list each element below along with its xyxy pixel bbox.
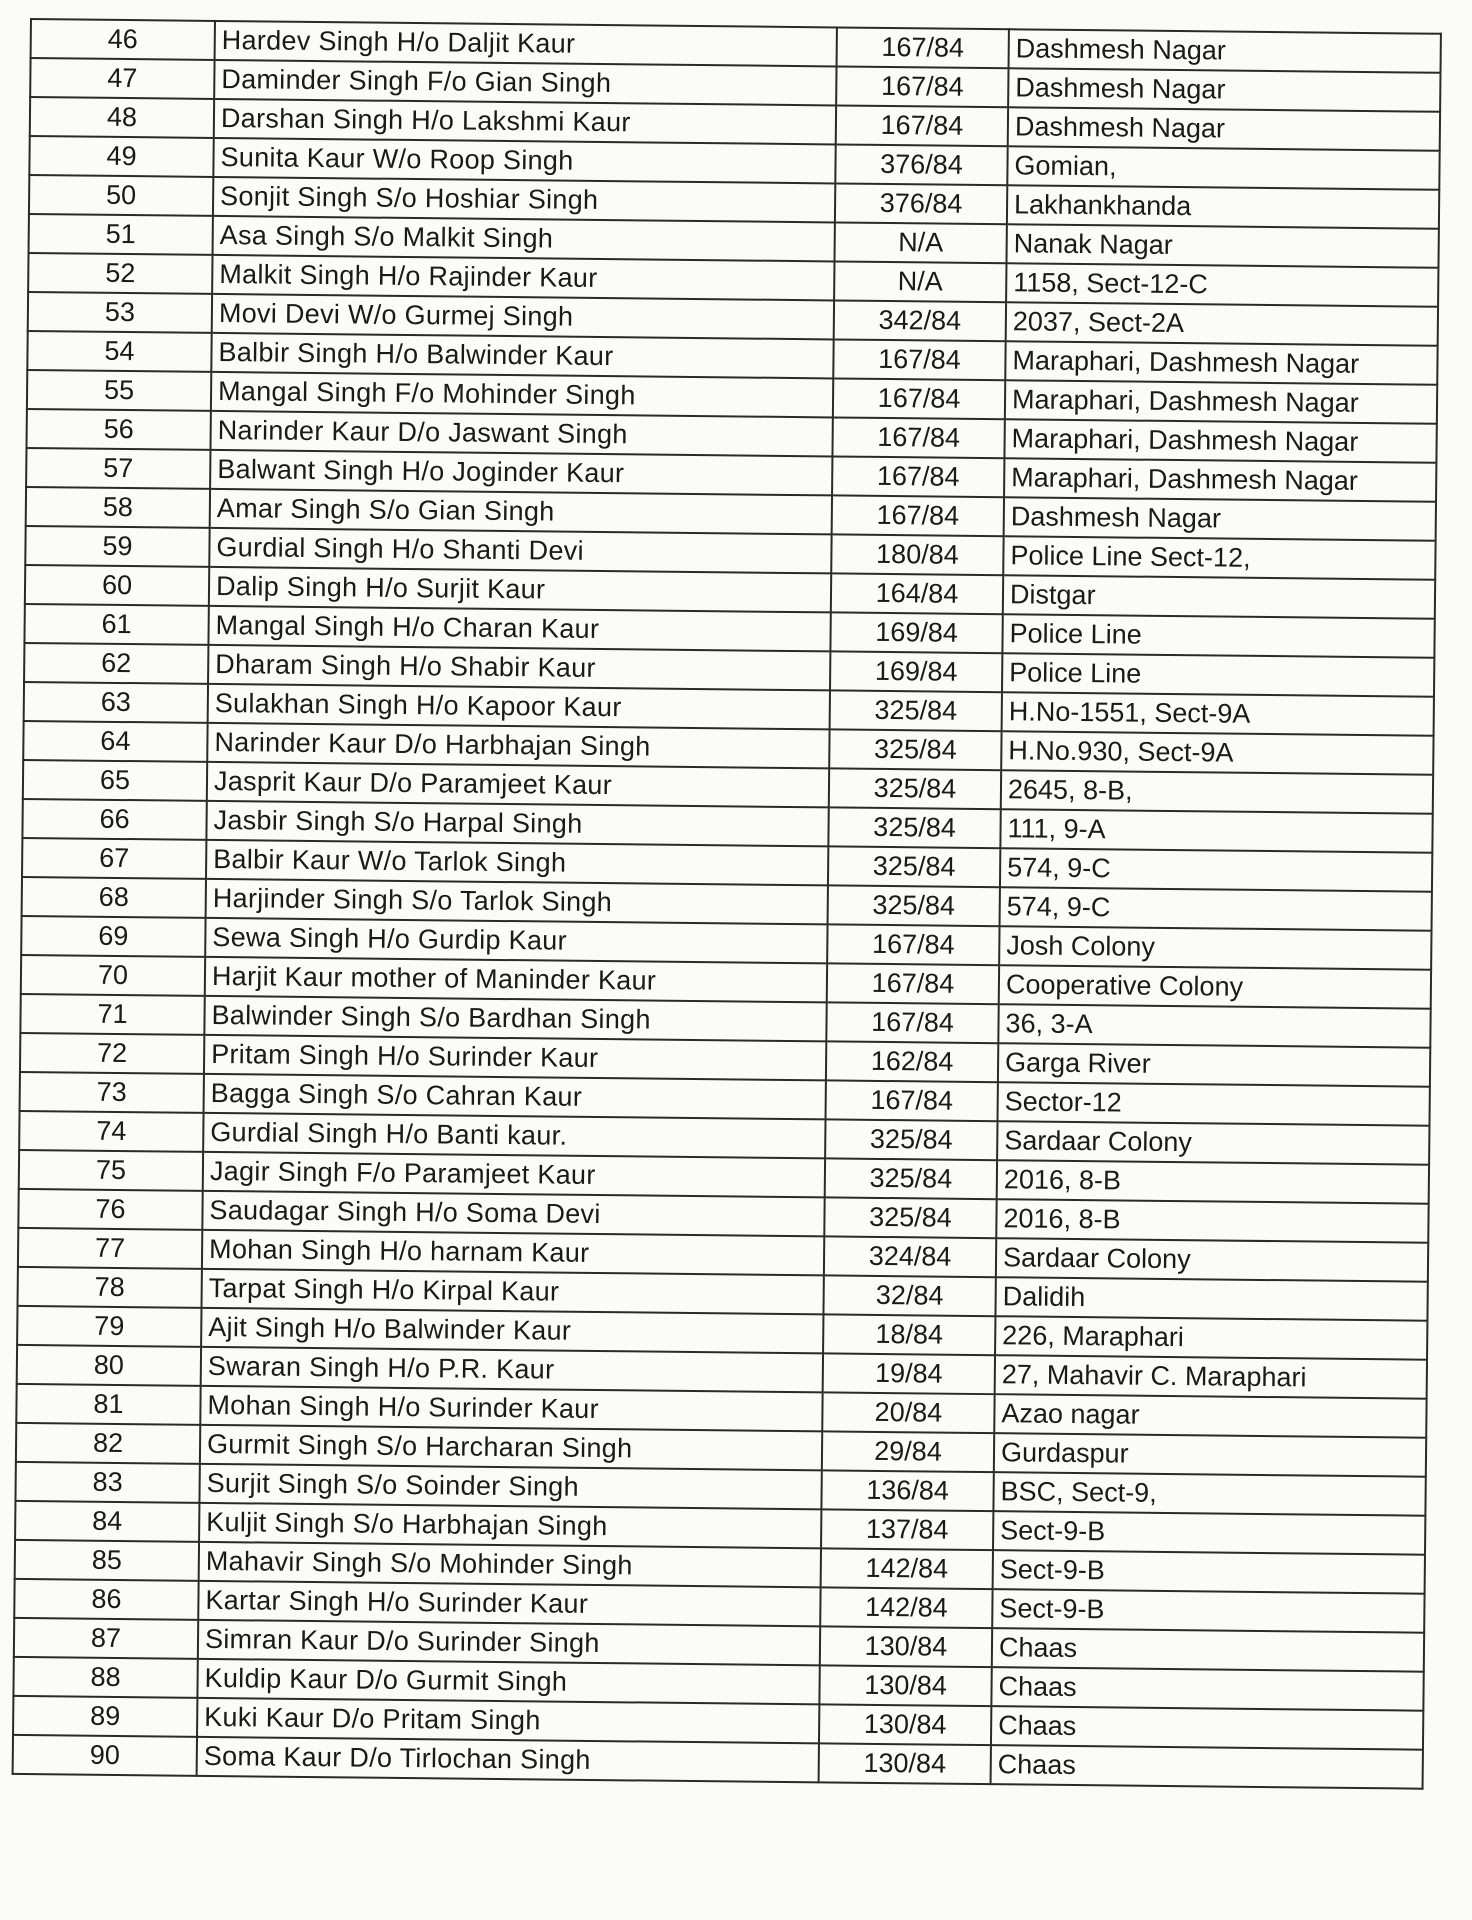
case-number-cell: 376/84 bbox=[835, 144, 1007, 185]
case-number-cell: 167/84 bbox=[827, 924, 999, 965]
name-cell: Gurdial Singh H/o Banti kaur. bbox=[203, 1113, 825, 1159]
name-cell: Soma Kaur D/o Tirlochan Singh bbox=[197, 1737, 819, 1783]
address-cell: Dashmesh Nagar bbox=[1008, 68, 1440, 112]
address-cell: Sect-9-B bbox=[992, 1589, 1424, 1633]
serial-number-cell: 50 bbox=[29, 175, 213, 216]
address-cell: Sardaar Colony bbox=[997, 1121, 1429, 1165]
serial-number-cell: 56 bbox=[26, 409, 210, 450]
address-cell: Nanak Nagar bbox=[1006, 224, 1438, 268]
address-cell: Sect-9-B bbox=[993, 1511, 1425, 1555]
serial-number-cell: 47 bbox=[30, 58, 214, 99]
case-number-cell: 169/84 bbox=[830, 651, 1002, 692]
case-number-cell: 130/84 bbox=[819, 1704, 991, 1745]
name-cell: Harjit Kaur mother of Maninder Kaur bbox=[205, 957, 827, 1003]
address-cell: Dashmesh Nagar bbox=[1004, 497, 1436, 541]
case-number-cell: 325/84 bbox=[828, 885, 1000, 926]
address-cell: Lakhankhanda bbox=[1007, 185, 1439, 229]
serial-number-cell: 66 bbox=[22, 799, 206, 840]
serial-number-cell: 48 bbox=[30, 97, 214, 138]
name-cell: Jagir Singh F/o Paramjeet Kaur bbox=[203, 1152, 825, 1198]
serial-number-cell: 54 bbox=[27, 331, 211, 372]
serial-number-cell: 75 bbox=[19, 1150, 203, 1191]
case-number-cell: 180/84 bbox=[831, 534, 1003, 575]
name-cell: Balbir Kaur W/o Tarlok Singh bbox=[206, 840, 828, 886]
case-number-cell: 167/84 bbox=[826, 1080, 998, 1121]
name-cell: Bagga Singh S/o Cahran Kaur bbox=[204, 1074, 826, 1120]
serial-number-cell: 62 bbox=[24, 643, 208, 684]
name-cell: Kuki Kaur D/o Pritam Singh bbox=[197, 1698, 819, 1744]
name-cell: Sonjit Singh S/o Hoshiar Singh bbox=[213, 177, 835, 223]
serial-number-cell: 61 bbox=[24, 604, 208, 645]
name-cell: Balbir Singh H/o Balwinder Kaur bbox=[211, 333, 833, 379]
name-cell: Swaran Singh H/o P.R. Kaur bbox=[201, 1347, 823, 1393]
name-cell: Jasbir Singh S/o Harpal Singh bbox=[206, 801, 828, 847]
serial-number-cell: 46 bbox=[31, 19, 215, 60]
case-number-cell: N/A bbox=[834, 261, 1006, 302]
case-number-cell: 167/84 bbox=[833, 378, 1005, 419]
case-number-cell: 325/84 bbox=[828, 807, 1000, 848]
case-number-cell: 167/84 bbox=[833, 339, 1005, 380]
serial-number-cell: 65 bbox=[23, 760, 207, 801]
serial-number-cell: 90 bbox=[13, 1735, 197, 1776]
serial-number-cell: 85 bbox=[15, 1540, 199, 1581]
case-number-cell: 325/84 bbox=[825, 1119, 997, 1160]
name-cell: Pritam Singh H/o Surinder Kaur bbox=[204, 1035, 826, 1081]
address-cell: Gomian, bbox=[1007, 146, 1439, 190]
serial-number-cell: 74 bbox=[19, 1111, 203, 1152]
address-cell: Chaas bbox=[992, 1628, 1424, 1672]
name-cell: Movi Devi W/o Gurmej Singh bbox=[212, 294, 834, 340]
case-number-cell: 142/84 bbox=[820, 1587, 992, 1628]
case-number-cell: 32/84 bbox=[823, 1275, 995, 1316]
name-cell: Daminder Singh F/o Gian Singh bbox=[214, 60, 836, 106]
address-cell: Police Line bbox=[1002, 653, 1434, 697]
address-cell: Dalidih bbox=[995, 1277, 1427, 1321]
serial-number-cell: 57 bbox=[26, 448, 210, 489]
address-cell: 2016, 8-B bbox=[996, 1199, 1428, 1243]
address-cell: Gurdaspur bbox=[994, 1433, 1426, 1477]
address-cell: 574, 9-C bbox=[1000, 848, 1432, 892]
address-cell: Cooperative Colony bbox=[999, 965, 1431, 1009]
case-number-cell: 167/84 bbox=[836, 66, 1008, 107]
serial-number-cell: 77 bbox=[18, 1228, 202, 1269]
case-number-cell: 19/84 bbox=[823, 1353, 995, 1394]
address-cell: H.No-1551, Sect-9A bbox=[1002, 692, 1434, 736]
case-number-cell: 142/84 bbox=[821, 1548, 993, 1589]
address-cell: Distgar bbox=[1003, 575, 1435, 619]
address-cell: 1158, Sect-12-C bbox=[1006, 263, 1438, 307]
serial-number-cell: 55 bbox=[27, 370, 211, 411]
address-cell: Chaas bbox=[991, 1667, 1423, 1711]
serial-number-cell: 73 bbox=[20, 1072, 204, 1113]
serial-number-cell: 69 bbox=[21, 916, 205, 957]
address-cell: Sect-9-B bbox=[993, 1550, 1425, 1594]
name-cell: Jasprit Kaur D/o Paramjeet Kaur bbox=[207, 762, 829, 808]
case-number-cell: 325/84 bbox=[829, 768, 1001, 809]
name-cell: Dalip Singh H/o Surjit Kaur bbox=[209, 567, 831, 613]
serial-number-cell: 88 bbox=[13, 1657, 197, 1698]
address-cell: Dashmesh Nagar bbox=[1008, 107, 1440, 151]
name-cell: Sewa Singh H/o Gurdip Kaur bbox=[205, 918, 827, 964]
case-number-cell: 167/84 bbox=[832, 495, 1004, 536]
address-cell: Sector-12 bbox=[998, 1082, 1430, 1126]
case-number-cell: 376/84 bbox=[835, 183, 1007, 224]
serial-number-cell: 51 bbox=[29, 214, 213, 255]
serial-number-cell: 71 bbox=[20, 994, 204, 1035]
serial-number-cell: 89 bbox=[13, 1696, 197, 1737]
case-number-cell: 167/84 bbox=[836, 105, 1008, 146]
serial-number-cell: 78 bbox=[18, 1267, 202, 1308]
address-cell: 36, 3-A bbox=[998, 1004, 1430, 1048]
address-cell: 2037, Sect-2A bbox=[1006, 302, 1438, 346]
address-cell: Maraphari, Dashmesh Nagar bbox=[1005, 341, 1437, 385]
table-body bbox=[13, 19, 1441, 1789]
name-cell: Sunita Kaur W/o Roop Singh bbox=[213, 138, 835, 184]
case-number-cell: 325/84 bbox=[825, 1158, 997, 1199]
serial-number-cell: 87 bbox=[14, 1618, 198, 1659]
name-cell: Kartar Singh H/o Surinder Kaur bbox=[198, 1581, 820, 1627]
serial-number-cell: 81 bbox=[16, 1384, 200, 1425]
name-cell: Gurdial Singh H/o Shanti Devi bbox=[209, 528, 831, 574]
case-number-cell: 169/84 bbox=[830, 612, 1002, 653]
name-cell: Narinder Kaur D/o Jaswant Singh bbox=[210, 411, 832, 457]
case-number-cell: 18/84 bbox=[823, 1314, 995, 1355]
serial-number-cell: 83 bbox=[15, 1462, 199, 1503]
case-number-cell: 167/84 bbox=[826, 1002, 998, 1043]
serial-number-cell: 86 bbox=[14, 1579, 198, 1620]
name-cell: Gurmit Singh S/o Harcharan Singh bbox=[200, 1425, 822, 1471]
name-cell: Simran Kaur D/o Surinder Singh bbox=[198, 1620, 820, 1666]
name-cell: Sulakhan Singh H/o Kapoor Kaur bbox=[208, 684, 830, 730]
address-cell: 574, 9-C bbox=[1000, 887, 1432, 931]
case-number-cell: 136/84 bbox=[821, 1470, 993, 1511]
address-cell: Police Line bbox=[1002, 614, 1434, 658]
serial-number-cell: 72 bbox=[20, 1033, 204, 1074]
case-number-cell: 342/84 bbox=[834, 300, 1006, 341]
name-cell: Saudagar Singh H/o Soma Devi bbox=[202, 1191, 824, 1237]
serial-number-cell: 79 bbox=[17, 1306, 201, 1347]
address-cell: Chaas bbox=[991, 1745, 1423, 1789]
address-cell: Police Line Sect-12, bbox=[1003, 536, 1435, 580]
serial-number-cell: 58 bbox=[26, 487, 210, 528]
serial-number-cell: 84 bbox=[15, 1501, 199, 1542]
address-cell: 2016, 8-B bbox=[997, 1160, 1429, 1204]
address-cell: Dashmesh Nagar bbox=[1009, 29, 1441, 73]
address-cell: BSC, Sect-9, bbox=[993, 1472, 1425, 1516]
serial-number-cell: 76 bbox=[18, 1189, 202, 1230]
name-cell: Balwinder Singh S/o Bardhan Singh bbox=[204, 996, 826, 1042]
name-cell: Ajit Singh H/o Balwinder Kaur bbox=[201, 1308, 823, 1354]
serial-number-cell: 82 bbox=[16, 1423, 200, 1464]
case-number-cell: 162/84 bbox=[826, 1041, 998, 1082]
case-number-cell: 20/84 bbox=[822, 1392, 994, 1433]
address-cell: Chaas bbox=[991, 1706, 1423, 1750]
name-cell: Darshan Singh H/o Lakshmi Kaur bbox=[214, 99, 836, 145]
name-cell: Amar Singh S/o Gian Singh bbox=[210, 489, 832, 535]
serial-number-cell: 70 bbox=[21, 955, 205, 996]
address-cell: H.No.930, Sect-9A bbox=[1001, 731, 1433, 775]
address-cell: Sardaar Colony bbox=[996, 1238, 1428, 1282]
address-cell: Garga River bbox=[998, 1043, 1430, 1087]
serial-number-cell: 67 bbox=[22, 838, 206, 879]
address-cell: Maraphari, Dashmesh Nagar bbox=[1004, 458, 1436, 502]
address-cell: Azao nagar bbox=[994, 1394, 1426, 1438]
case-number-cell: 325/84 bbox=[824, 1197, 996, 1238]
name-cell: Mohan Singh H/o Surinder Kaur bbox=[200, 1386, 822, 1432]
case-number-cell: 130/84 bbox=[819, 1665, 991, 1706]
name-cell: Tarpat Singh H/o Kirpal Kaur bbox=[202, 1269, 824, 1315]
serial-number-cell: 60 bbox=[25, 565, 209, 606]
name-cell: Kuljit Singh S/o Harbhajan Singh bbox=[199, 1503, 821, 1549]
serial-number-cell: 59 bbox=[25, 526, 209, 567]
address-cell: 226, Maraphari bbox=[995, 1316, 1427, 1360]
case-number-cell: 137/84 bbox=[821, 1509, 993, 1550]
case-number-cell: 325/84 bbox=[828, 846, 1000, 887]
case-number-cell: 167/84 bbox=[837, 27, 1009, 68]
case-number-cell: 130/84 bbox=[820, 1626, 992, 1667]
victims-table bbox=[12, 18, 1442, 1790]
case-number-cell: N/A bbox=[834, 222, 1006, 263]
serial-number-cell: 52 bbox=[28, 253, 212, 294]
address-cell: Maraphari, Dashmesh Nagar bbox=[1004, 419, 1436, 463]
name-cell: Balwant Singh H/o Joginder Kaur bbox=[210, 450, 832, 496]
name-cell: Asa Singh S/o Malkit Singh bbox=[213, 216, 835, 262]
name-cell: Hardev Singh H/o Daljit Kaur bbox=[215, 21, 837, 67]
serial-number-cell: 53 bbox=[28, 292, 212, 333]
case-number-cell: 130/84 bbox=[819, 1743, 991, 1784]
case-number-cell: 167/84 bbox=[832, 456, 1004, 497]
name-cell: Narinder Kaur D/o Harbhajan Singh bbox=[207, 723, 829, 769]
address-cell: Josh Colony bbox=[999, 926, 1431, 970]
serial-number-cell: 80 bbox=[17, 1345, 201, 1386]
name-cell: Malkit Singh H/o Rajinder Kaur bbox=[212, 255, 834, 301]
name-cell: Surjit Singh S/o Soinder Singh bbox=[199, 1464, 821, 1510]
case-number-cell: 167/84 bbox=[827, 963, 999, 1004]
name-cell: Mangal Singh F/o Mohinder Singh bbox=[211, 372, 833, 418]
name-cell: Harjinder Singh S/o Tarlok Singh bbox=[206, 879, 828, 925]
serial-number-cell: 63 bbox=[24, 682, 208, 723]
case-number-cell: 164/84 bbox=[831, 573, 1003, 614]
address-cell: 2645, 8-B, bbox=[1001, 770, 1433, 814]
name-cell: Mohan Singh H/o harnam Kaur bbox=[202, 1230, 824, 1276]
address-cell: 27, Mahavir C. Maraphari bbox=[995, 1355, 1427, 1399]
case-number-cell: 325/84 bbox=[829, 729, 1001, 770]
serial-number-cell: 64 bbox=[23, 721, 207, 762]
name-cell: Dharam Singh H/o Shabir Kaur bbox=[208, 645, 830, 691]
case-number-cell: 325/84 bbox=[830, 690, 1002, 731]
name-cell: Mangal Singh H/o Charan Kaur bbox=[208, 606, 830, 652]
address-cell: Maraphari, Dashmesh Nagar bbox=[1005, 380, 1437, 424]
address-cell: 111, 9-A bbox=[1000, 809, 1432, 853]
case-number-cell: 167/84 bbox=[832, 417, 1004, 458]
name-cell: Mahavir Singh S/o Mohinder Singh bbox=[199, 1542, 821, 1588]
serial-number-cell: 49 bbox=[29, 136, 213, 177]
case-number-cell: 324/84 bbox=[824, 1236, 996, 1277]
case-number-cell: 29/84 bbox=[822, 1431, 994, 1472]
serial-number-cell: 68 bbox=[22, 877, 206, 918]
name-cell: Kuldip Kaur D/o Gurmit Singh bbox=[197, 1659, 819, 1705]
